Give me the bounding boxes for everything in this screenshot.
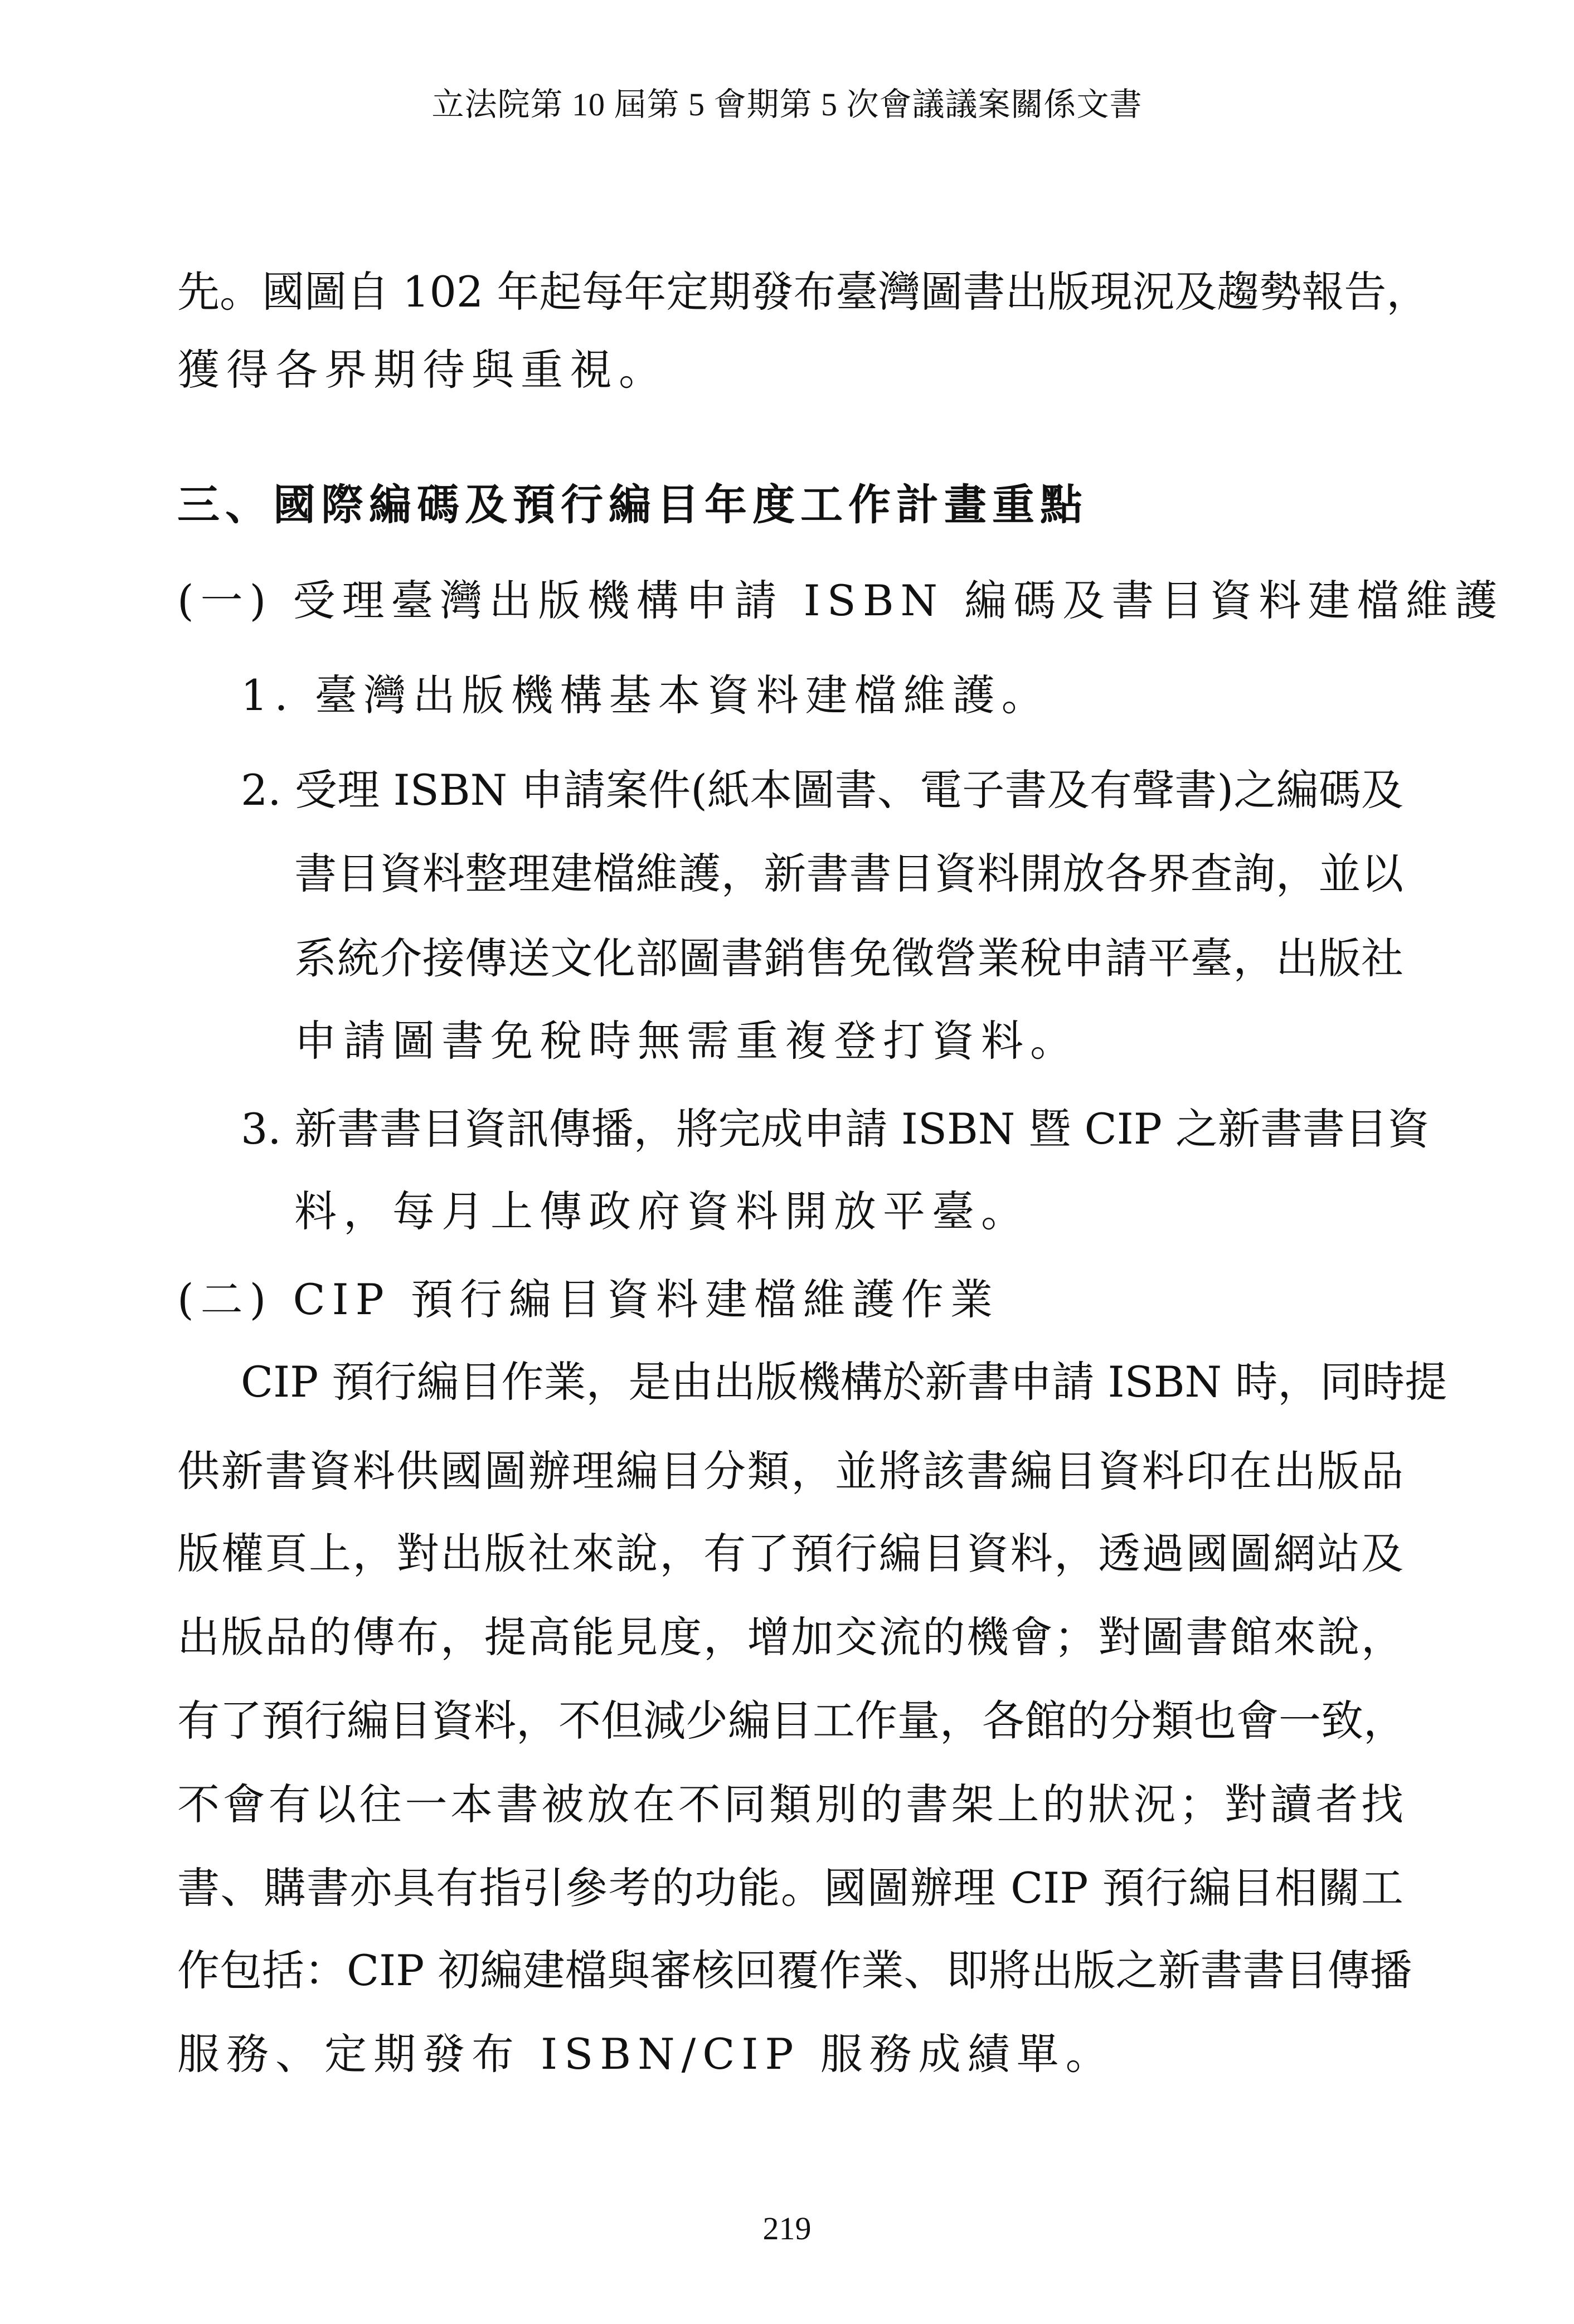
paragraph-line-6: 不會有以往一本書被放在不同類別的書架上的狀況；對讀者找 xyxy=(177,1780,1403,1829)
list-item-2-line-4: 申請圖書免稅時無需重複登打資料。 xyxy=(294,1016,1079,1066)
document-header: 立法院第 10 屆第 5 會期第 5 次會議議案關係文書 xyxy=(431,86,1143,123)
page-number: 219 xyxy=(762,2210,812,2247)
list-item-2-line-1: 2. 受理 ISBN 申請案件(紙本圖書、電子書及有聲書)之編碼及 xyxy=(241,765,1403,815)
paragraph-line-7: 書、購書亦具有指引參考的功能。國圖辦理 CIP 預行編目相關工 xyxy=(177,1863,1403,1913)
subsection-1-heading: (一) 受理臺灣出版機構申請 ISBN 編碼及書目資料建檔維護 xyxy=(177,576,1504,625)
list-item-3-line-1: 3. 新書書目資訊傳播，將完成申請 ISBN 暨 CIP 之新書書目資 xyxy=(241,1104,1430,1154)
paragraph-line-5: 有了預行編目資料，不但減少編目工作量，各館的分類也會一致， xyxy=(177,1696,1406,1746)
list-item-3-line-2: 料，每月上傳政府資料開放平臺。 xyxy=(294,1187,1030,1236)
paragraph-line-1: CIP 預行編目作業，是由出版機構於新書申請 ISBN 時，同時提 xyxy=(241,1357,1447,1407)
paragraph-line-8: 作包括：CIP 初編建檔與審核回覆作業、即將出版之新書書目傳播 xyxy=(177,1946,1412,1995)
paragraph-line-2: 供新書資料供國圖辦理編目分類，並將該書編目資料印在出版品 xyxy=(177,1446,1403,1496)
subsection-2-heading: (二) CIP 預行編目資料建檔維護作業 xyxy=(177,1275,999,1324)
intro-line-1: 先。國圖自 102 年起每年定期發布臺灣圖書出版現況及趨勢報告， xyxy=(177,267,1429,317)
paragraph-line-3: 版權頁上，對出版社來說，有了預行編目資料，透過國圖網站及 xyxy=(177,1529,1403,1578)
paragraph-line-4: 出版品的傳布，提高能見度，增加交流的機會；對圖書館來說， xyxy=(177,1612,1403,1662)
list-item-2-line-3: 系統介接傳送文化部圖書銷售免徵營業稅申請平臺，出版社 xyxy=(294,934,1403,983)
paragraph-line-9: 服務、定期發布 ISBN/CIP 服務成績單。 xyxy=(177,2029,1115,2079)
section-heading: 三、國際編碼及預行編目年度工作計畫重點 xyxy=(177,480,1088,529)
list-item-1: 1. 臺灣出版機構基本資料建檔維護。 xyxy=(241,670,1051,720)
list-item-2-line-2: 書目資料整理建檔維護，新書書目資料開放各界查詢，並以 xyxy=(294,849,1403,898)
intro-line-2: 獲得各界期待與重視。 xyxy=(177,345,668,395)
